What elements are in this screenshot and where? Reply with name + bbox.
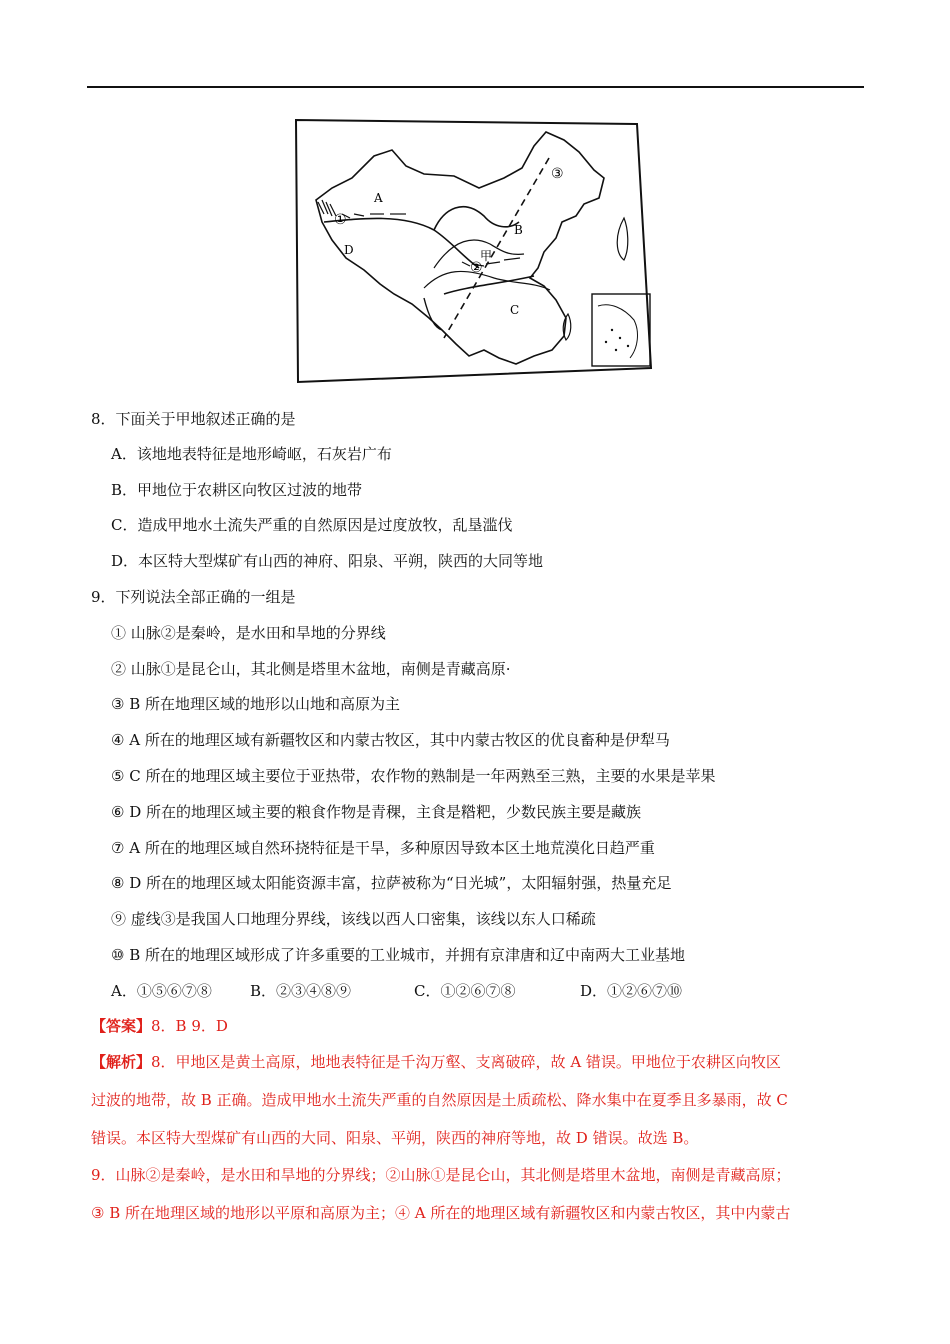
q8-stem: 8．下面关于甲地叙述正确的是 xyxy=(91,410,296,428)
q9-item-7: ⑦ A 所在的地理区域自然环挠特征是干旱，多种原因导致本区土地荒漠化日趋严重 xyxy=(111,839,655,857)
q9-item-1: ① 山脉②是秦岭，是水田和旱地的分界线 xyxy=(111,624,386,642)
q8-option-a: A．该地地表特征是地形崎岖，石灰岩广布 xyxy=(111,445,392,463)
q9-choice-d: D．①②⑥⑦⑩ xyxy=(580,982,683,1000)
explanation-line-5: ③ B 所在地理区域的地形以平原和高原为主；④ A 所在的地理区域有新疆牧区和内蒙古牧区，其中内蒙古 xyxy=(91,1204,791,1222)
header-rule xyxy=(87,86,864,88)
q9-item-10: ⑩ B 所在的地理区域形成了许多重要的工业城市，并拥有京津唐和辽中南两大工业基地 xyxy=(111,946,686,964)
explanation-line-3: 错误。本区特大型煤矿有山西的大同、阳泉、平朔，陕西的神府等地，故 D 错误。故选 B。 xyxy=(91,1129,699,1147)
label-C: C xyxy=(510,303,520,317)
q9-item-4: ④ A 所在的地理区域有新疆牧区和内蒙古牧区，其中内蒙古牧区的优良畜种是伊犁马 xyxy=(111,731,670,749)
answer-line xyxy=(91,1016,228,1036)
explanation-label: 【解析】 xyxy=(91,1053,152,1071)
q9-item-9: ⑨ 虚线③是我国人口地理分界线，该线以西人口密集，该线以东人口稀疏 xyxy=(111,910,596,928)
label-D: D xyxy=(344,243,354,257)
label-A: A xyxy=(374,191,383,205)
q9-item-6: ⑥ D 所在的地理区域主要的粮食作物是青稞，主食是糌粑，少数民族主要是藏族 xyxy=(111,803,642,821)
explanation-line-4: 9．山脉②是秦岭，是水田和旱地的分界线；②山脉①是昆仑山，其北侧是塔里木盆地，南侧是青藏高原； xyxy=(91,1166,791,1184)
q9-item-3: ③ B 所在地理区域的地形以山地和高原为主 xyxy=(111,695,401,713)
answer-text: 8．B 9．D xyxy=(151,1017,228,1035)
q9-item-2: ② 山脉①是昆仑山，其北侧是塔里木盆地，南侧是青藏高原· xyxy=(111,660,511,678)
q9-choice-b: B．②③④⑧⑨ xyxy=(250,982,352,1000)
label-dashed-3: ③ xyxy=(551,166,564,182)
q8-option-c: C．造成甲地水土流失严重的自然原因是过度放牧，乱垦滥伐 xyxy=(111,516,513,534)
q9-choice-c: C．①②⑥⑦⑧ xyxy=(414,982,516,1000)
label-jia: 甲 xyxy=(480,249,493,263)
explanation-text-1: 8．甲地区是黄土高原，地地表特征是千沟万壑、支离破碎，故 A 错误。甲地位于农耕区向牧区 xyxy=(151,1053,781,1071)
q8-option-b: B．甲地位于农耕区向牧区过波的地带 xyxy=(111,481,363,499)
q9-choice-a: A．①⑤⑥⑦⑧ xyxy=(111,982,212,1000)
explanation-line-1 xyxy=(91,1052,781,1072)
q9-item-8: ⑧ D 所在的地理区域太阳能资源丰富，拉萨被称为“日光城”，太阳辐射强，热量充足 xyxy=(111,874,672,892)
q9-stem: 9．下列说法全部正确的一组是 xyxy=(91,588,296,606)
label-B: B xyxy=(514,223,523,237)
china-region-map xyxy=(294,118,654,386)
label-mountain-1: ① xyxy=(334,212,347,228)
q9-choices xyxy=(111,981,682,1001)
answer-label: 【答案】 xyxy=(91,1017,152,1035)
explanation-line-2: 过波的地带，故 B 正确。造成甲地水土流失严重的自然原因是土质疏松、降水集中在夏季且多暴雨，故 C xyxy=(91,1091,788,1109)
q8-option-d: D．本区特大型煤矿有山西的神府、阳泉、平朔，陕西的大同等地 xyxy=(111,552,544,570)
q9-item-5: ⑤ C 所在的地理区域主要位于亚热带，农作物的熟制是一年两熟至三熟，主要的水果是苹果 xyxy=(111,767,716,785)
label-mountain-2: ② xyxy=(470,260,483,276)
